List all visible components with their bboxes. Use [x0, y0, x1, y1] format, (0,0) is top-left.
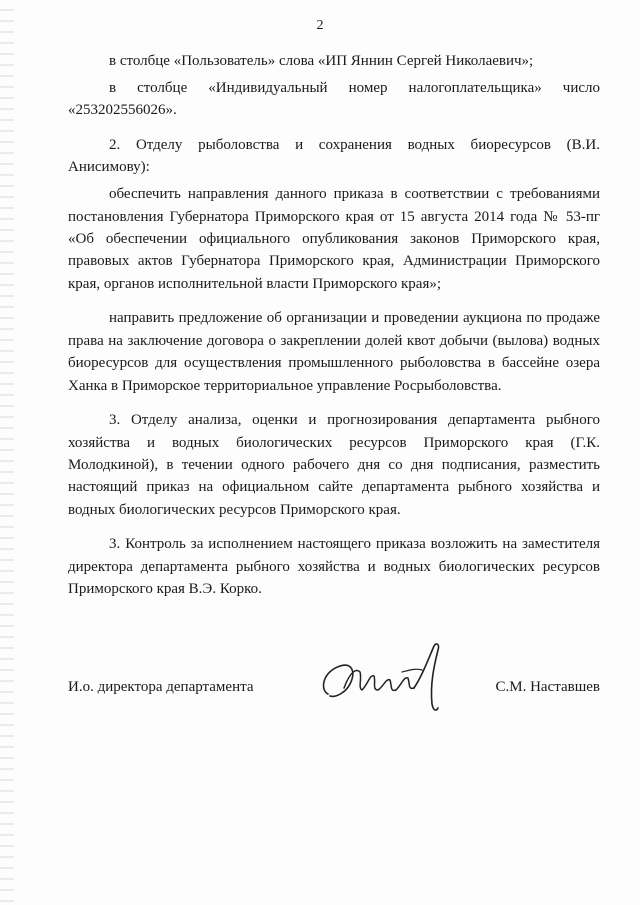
paragraph-control: 3. Контроль за исполнением настоящего приказа возложить на заместителя директора департамента рыбного хозяйства и водных биологических ресурсов Приморского края В.Э. Корко.: [68, 536, 600, 598]
page-number: 2: [316, 18, 324, 33]
paragraph-inn-column: в столбце «Индивидуальный номер налогоплательщика» число «253202556026».: [68, 79, 600, 119]
signatory-title: И.о. директора департамента: [68, 679, 254, 695]
signatory-name: С.М. Наставшев: [495, 679, 600, 695]
paragraph-fishery-department: 2. Отделу рыболовства и сохранения водных биоресурсов (В.И. Анисимову):: [68, 136, 600, 176]
paragraph-analysis-department: 3. Отделу анализа, оценки и прогнозирования департамента рыбного хозяйства и водных биологических ресурсов Приморского края (Г.К. Молодкиной), в течении одного рабочего дня со дня подписания, разместить настоящий приказ на официальном сайте департамента рыбного хозяйства и водных биологических ресурсов Приморского края.: [68, 412, 600, 518]
paragraph-user-column: в столбце «Пользователь» слова «ИП Яннин Сергей Николаевич»;: [109, 53, 534, 69]
signature-block: [68, 675, 600, 705]
scan-edge-artifact: [0, 0, 14, 905]
document-body: [68, 50, 600, 613]
paragraph-auction-proposal: направить предложение об организации и проведении аукциона по продаже права на заключение договора о закреплении долей квот добычи (вылова) водных биоресурсов для осуществления промышленного рыболовства в бассейне озера Ханка в Приморское территориальное управление Росрыболовства.: [68, 310, 600, 394]
paragraph-publication-requirements: обеспечить направления данного приказа в соответствии с требованиями постановления Губернатора Приморского края от 15 августа 2014 года № 53-пг «Об обеспечении официального опубликования законов Приморского края, правовых актов Губернатора Приморского края, Администрации Приморского края, органов исполнительной власти Приморского края»;: [68, 186, 600, 292]
